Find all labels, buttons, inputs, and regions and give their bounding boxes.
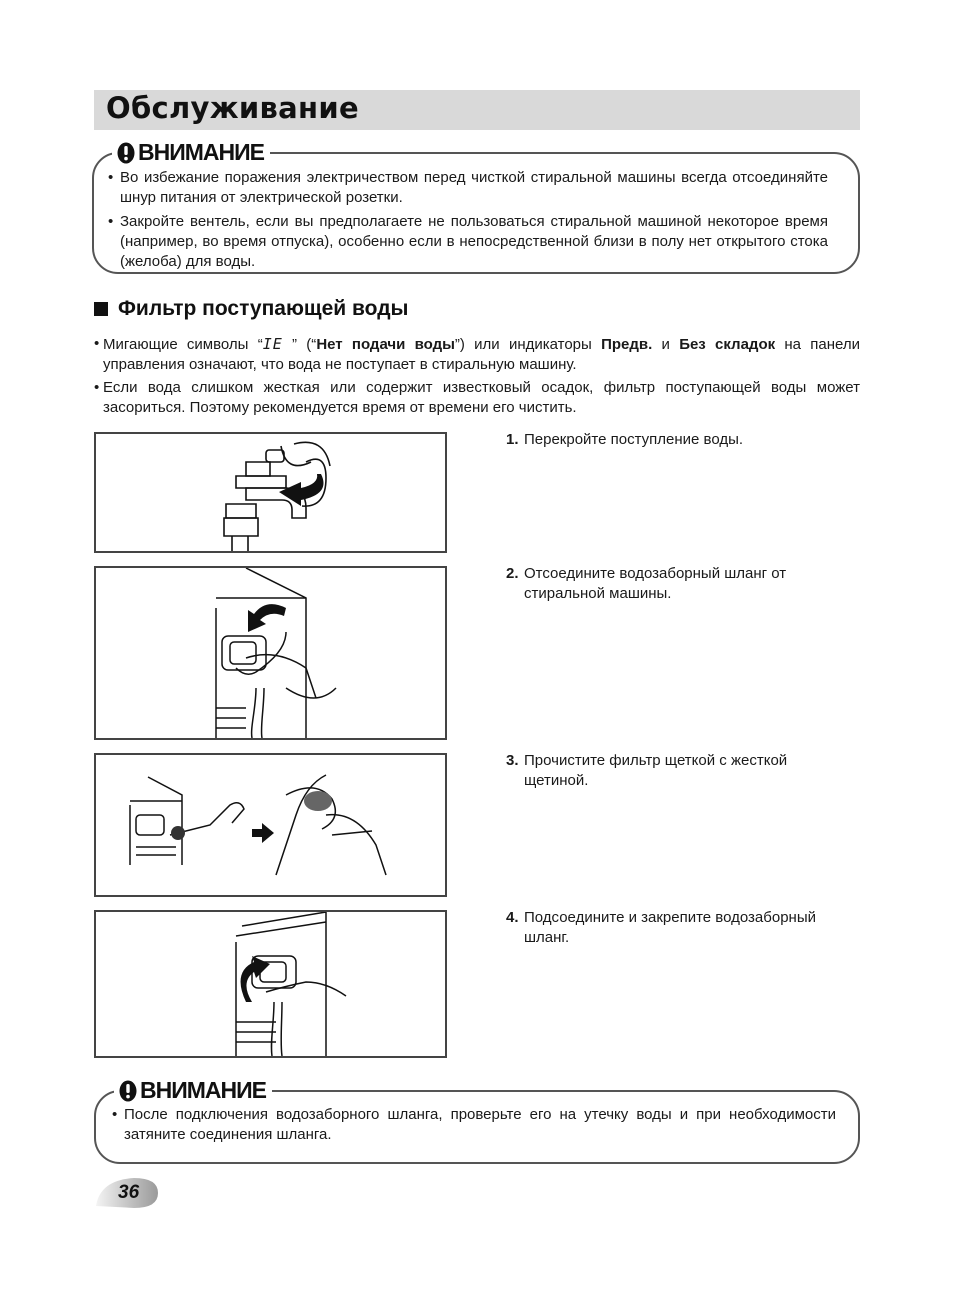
section-heading — [94, 297, 408, 321]
caution-label: ВНИМАНИЕ — [140, 1077, 267, 1103]
caution-item: • Во избежание поражения электричеством перед чисткой стиральной машины всегда отсоединяйте шнур питания от электрической розетки. — [108, 168, 828, 208]
step-number: 3. — [506, 752, 519, 769]
intro-text: Мигающие символы “ — [103, 336, 263, 353]
hose-reconnect-illustration — [96, 912, 445, 1056]
step-text: Перекройте поступление воды. — [524, 431, 744, 448]
step-4 — [506, 908, 851, 948]
page-number: 36 — [118, 1182, 140, 1203]
exclamation-icon — [116, 141, 136, 165]
figure-clean-filter — [94, 753, 447, 897]
hose-disconnect-illustration — [96, 568, 445, 738]
intro-bold: Нет подачи воды — [316, 336, 455, 353]
page-number-badge — [94, 1176, 160, 1210]
figure-faucet — [94, 432, 447, 553]
intro-text: и — [652, 336, 680, 353]
step-1 — [506, 430, 851, 450]
title-bar — [94, 90, 860, 130]
step-number: 2. — [506, 565, 519, 582]
step-3 — [506, 751, 851, 791]
error-code-glyph: IE — [262, 335, 283, 353]
step-text: Прочистите фильтр щеткой с жесткой щетиной. — [524, 752, 788, 789]
step-2 — [506, 564, 851, 604]
intro-bold: Без складок — [679, 336, 776, 353]
caution-item: • После подключения водозаборного шланга, проверьте его на утечку воды и при необходимости затяните соединения шланга. — [112, 1105, 836, 1145]
figure-disconnect — [94, 566, 447, 740]
intro-text: ”) или индикаторы — [454, 336, 602, 353]
caution-item: • Закройте вентель, если вы предполагаете не пользоваться стиральной машиной некоторое время (например, во время отпуска), особенно если в непосредственной близи в полу нет открытого стока (желоба) для воды. — [108, 212, 828, 272]
step-text: Подсоедините и закрепите водозаборный шланг. — [524, 909, 816, 946]
square-bullet-icon — [94, 302, 108, 316]
faucet-turn-off-illustration — [96, 434, 445, 551]
caution-box-top — [92, 139, 860, 274]
caution-box-bottom — [94, 1077, 860, 1164]
step-text: Отсоедините водозаборный шланг от стиральной машины. — [524, 565, 787, 602]
figure-reconnect — [94, 910, 447, 1058]
intro-bold: Предв. — [601, 336, 653, 353]
intro-list — [94, 334, 860, 421]
intro-text: на панели управления означают, что вода не поступает в стиральную машину. — [103, 336, 860, 373]
caution-list — [112, 1105, 836, 1149]
filter-brush-clean-illustration — [96, 755, 445, 895]
caution-list — [108, 168, 828, 276]
caution-header — [112, 139, 270, 166]
section-title: Фильтр поступающей воды — [118, 297, 409, 320]
caution-label: ВНИМАНИЕ — [138, 139, 265, 165]
intro-item: • Если вода слишком жесткая или содержит известковый осадок, фильтр поступающей воды может засориться. Поэтому рекомендуется время от времени его чистить. — [94, 378, 860, 418]
intro-text: ” (“ — [282, 336, 317, 353]
step-number: 4. — [506, 909, 519, 926]
page-title: Обслуживание — [106, 91, 359, 125]
step-number: 1. — [506, 431, 519, 448]
exclamation-icon — [118, 1079, 138, 1103]
caution-header — [114, 1077, 272, 1104]
intro-item — [94, 334, 860, 375]
